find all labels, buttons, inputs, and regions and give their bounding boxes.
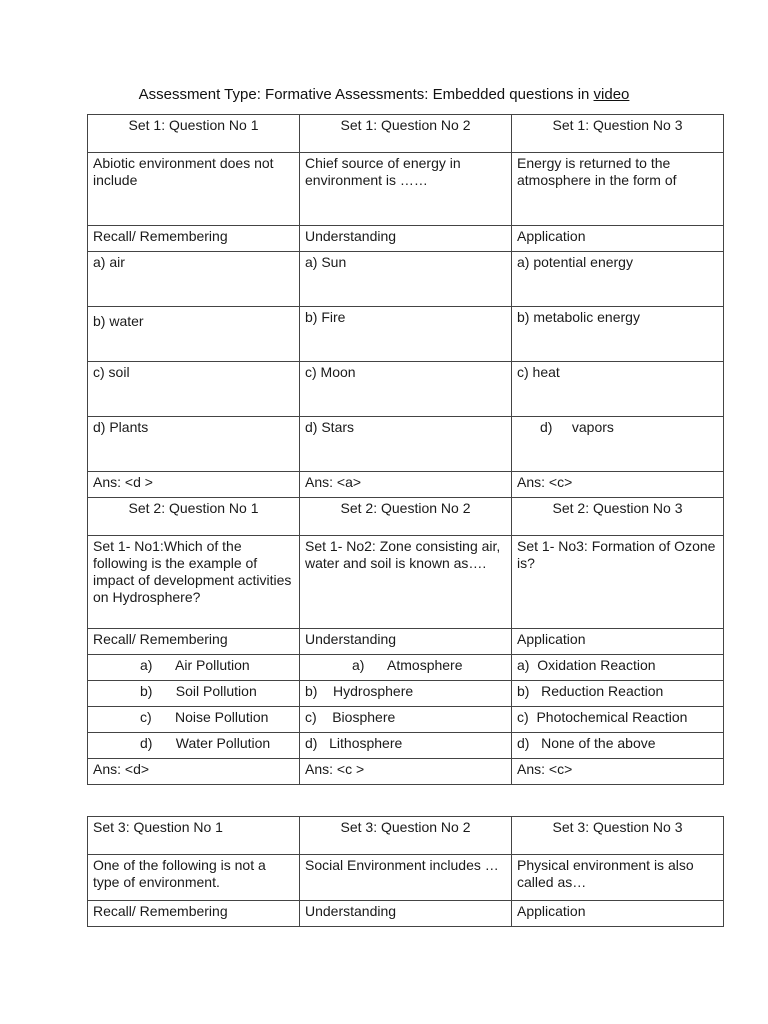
set3-header-q2: Set 3: Question No 2 xyxy=(300,817,512,855)
set3-level-2: Understanding xyxy=(300,901,512,927)
set2-question-3: Set 1- No3: Formation of Ozone is? xyxy=(512,536,724,629)
set1-level-2: Understanding xyxy=(300,226,512,252)
set2-answer-3: Ans: <c> xyxy=(512,759,724,785)
set2-header-q3: Set 2: Question No 3 xyxy=(512,498,724,536)
table-row xyxy=(88,536,724,629)
table-row xyxy=(88,681,724,707)
set3-question-3: Physical environment is also called as… xyxy=(512,855,724,901)
set2-answer-1: Ans: <d> xyxy=(88,759,300,785)
title-prefix: Assessment Type: Formative Assessments: Embedded questions in xyxy=(138,86,594,103)
table-row xyxy=(88,307,724,362)
table-row xyxy=(88,901,724,927)
set1-option-d-q1: d) Plants xyxy=(88,417,300,472)
set1-answer-2: Ans: <a> xyxy=(300,472,512,498)
set1-level-1: Recall/ Remembering xyxy=(88,226,300,252)
assessment-table-1 xyxy=(87,114,724,785)
set1-answer-1: Ans: <d > xyxy=(88,472,300,498)
set2-option-c-q3: c) Photochemical Reaction xyxy=(512,707,724,733)
set2-level-3: Application xyxy=(512,629,724,655)
set2-question-1: Set 1- No1:Which of the following is the example of impact of development activities on Hydrosphere? xyxy=(88,536,300,629)
table-row xyxy=(88,153,724,226)
table-row xyxy=(88,733,724,759)
set1-option-a-q3: a) potential energy xyxy=(512,252,724,307)
set3-header-q3: Set 3: Question No 3 xyxy=(512,817,724,855)
set1-option-b-q2: b) Fire xyxy=(300,307,512,362)
set1-option-d-q3: d) vapors xyxy=(512,417,724,472)
set1-question-3: Energy is returned to the atmosphere in the form of xyxy=(512,153,724,226)
table-row xyxy=(88,629,724,655)
set2-question-2: Set 1- No2: Zone consisting air, water and soil is known as…. xyxy=(300,536,512,629)
table-row xyxy=(88,115,724,153)
table-row xyxy=(88,252,724,307)
table-row xyxy=(88,362,724,417)
set1-question-2: Chief source of energy in environment is …… xyxy=(300,153,512,226)
set1-header-q2: Set 1: Question No 2 xyxy=(300,115,512,153)
set1-option-c-q1: c) soil xyxy=(88,362,300,417)
table-row xyxy=(88,498,724,536)
set2-option-c-q1: c) Noise Pollution xyxy=(88,707,300,733)
table-row xyxy=(88,472,724,498)
set2-level-2: Understanding xyxy=(300,629,512,655)
set2-header-q1: Set 2: Question No 1 xyxy=(88,498,300,536)
set2-option-a-q2: a) Atmosphere xyxy=(300,655,512,681)
set2-answer-2: Ans: <c > xyxy=(300,759,512,785)
set1-level-3: Application xyxy=(512,226,724,252)
set1-answer-3: Ans: <c> xyxy=(512,472,724,498)
set2-option-b-q3: b) Reduction Reaction xyxy=(512,681,724,707)
set3-level-3: Application xyxy=(512,901,724,927)
set3-question-1: One of the following is not a type of environment. xyxy=(88,855,300,901)
set2-header-q2: Set 2: Question No 2 xyxy=(300,498,512,536)
set1-option-d-q2: d) Stars xyxy=(300,417,512,472)
set1-option-c-q3: c) heat xyxy=(512,362,724,417)
set1-question-1: Abiotic environment does not include xyxy=(88,153,300,226)
table-row xyxy=(88,817,724,855)
set1-option-a-q1: a) air xyxy=(88,252,300,307)
set1-option-c-q2: c) Moon xyxy=(300,362,512,417)
set2-option-b-q1: b) Soil Pollution xyxy=(88,681,300,707)
set2-option-d-q3: d) None of the above xyxy=(512,733,724,759)
set3-header-q1: Set 3: Question No 1 xyxy=(88,817,300,855)
table-row xyxy=(88,759,724,785)
assessment-table-2 xyxy=(87,816,724,927)
set2-option-a-q3: a) Oxidation Reaction xyxy=(512,655,724,681)
set1-header-q1: Set 1: Question No 1 xyxy=(88,115,300,153)
set2-option-c-q2: c) Biosphere xyxy=(300,707,512,733)
set2-option-d-q1: d) Water Pollution xyxy=(88,733,300,759)
table-row xyxy=(88,855,724,901)
table-row xyxy=(88,655,724,681)
table-row xyxy=(88,707,724,733)
set2-option-b-q2: b) Hydrosphere xyxy=(300,681,512,707)
page-title xyxy=(0,86,768,103)
set3-level-1: Recall/ Remembering xyxy=(88,901,300,927)
set1-option-a-q2: a) Sun xyxy=(300,252,512,307)
set1-option-b-q3: b) metabolic energy xyxy=(512,307,724,362)
set3-question-2: Social Environment includes … xyxy=(300,855,512,901)
set1-option-b-q1: b) water xyxy=(88,307,300,362)
table-row xyxy=(88,226,724,252)
table-row xyxy=(88,417,724,472)
title-link-video[interactable]: video xyxy=(593,86,630,103)
set2-option-d-q2: d) Lithosphere xyxy=(300,733,512,759)
set2-level-1: Recall/ Remembering xyxy=(88,629,300,655)
set2-option-a-q1: a) Air Pollution xyxy=(88,655,300,681)
set1-header-q3: Set 1: Question No 3 xyxy=(512,115,724,153)
